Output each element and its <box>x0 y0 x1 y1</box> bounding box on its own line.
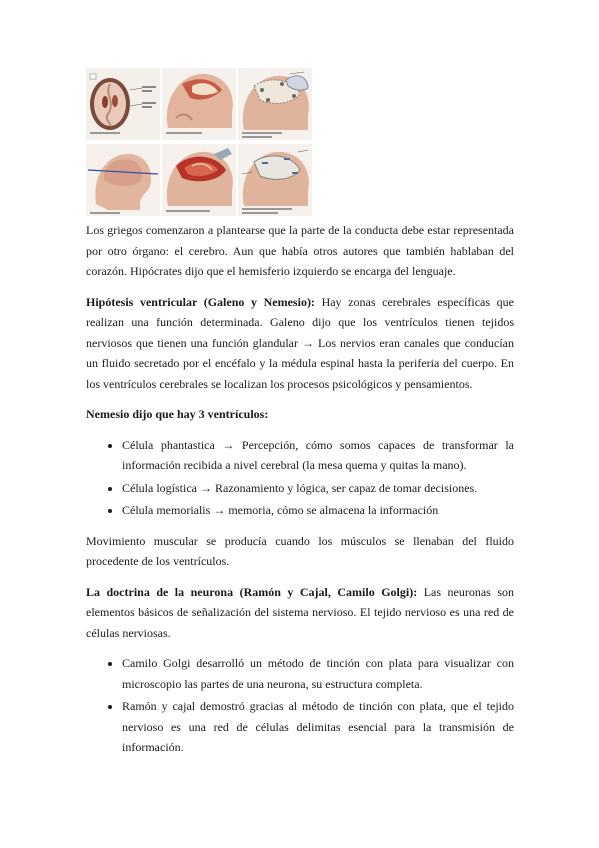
bone-flap-image <box>238 68 312 140</box>
paragraph-greeks: Los griegos comenzaron a plantearse que la parte de la conducta debe estar representada por otro órgano: el cerebro. Aun que había otros autores que también hablaban del corazón. Hipócrates dijo que el hemisferio izquierdo se encarga del lenguaje. <box>86 223 514 278</box>
list-item-phantastica: • Célula phantastica → Percepción, cómo somos capaces de transformar la información recibida a nivel cerebral (la mesa quema y quitas la mano). <box>122 435 514 476</box>
paragraph-neuron-doctrine <box>86 582 514 644</box>
ventricles-list <box>86 435 514 521</box>
heading-nemesio-ventricles: Nemesio dijo que hay 3 ventrículos: <box>86 407 269 421</box>
scalp-incision-image <box>162 68 236 140</box>
heading-neuron-doctrine: La doctrina de la neurona (Ramón y Cajal, Camilo Golgi): <box>86 584 418 599</box>
ventricular-hypothesis-text: Hay zonas cerebrales específicas que realizan una función determinada. Galeno dijo que los ventrículos tienen tejidos nerviosos que tienen una función glandular → Los nervios eran canales que conducían un fluido secretado por el encéfalo y la médula espinal hasta la periferia del cuerpo. En los ventrículos cerebrales se localizan los procesos psicológicos y pensamientos. <box>86 294 514 391</box>
neuron-doctrine-list <box>86 653 514 758</box>
list-item-memorialis: • Célula memorialis → memoria, cómo se almacena la información <box>122 500 514 521</box>
document-body <box>86 220 514 768</box>
brain-cross-section-image <box>86 68 160 140</box>
heading-ventricular-hypothesis: Hipótesis ventricular (Galeno y Nemesio): <box>86 294 315 309</box>
paragraph-muscle-movement: Movimiento muscular se producía cuando los músculos se llenaban del fluido procedente de los ventrículos. <box>86 533 514 568</box>
lateral-head-image <box>86 144 160 216</box>
list-item-golgi: • Camilo Golgi desarrolló un método de tinción con plata para visualizar con microscopio las partes de una neurona, su estructura completa. <box>122 653 514 694</box>
neuron-doctrine-text: Las neuronas son elementos básicos de señalización del sistema nervioso. El tejido nervioso es una red de células nerviosas. <box>86 584 514 640</box>
hematoma-evacuation-image <box>162 144 236 216</box>
list-item-logistica: • Célula logística → Razonamiento y lógica, ser capaz de tomar decisiones. <box>122 478 514 499</box>
skull-flap-replaced-image <box>238 144 312 216</box>
list-item-ramon-y-cajal: • Ramón y cajal demostró gracias al método de tinción con plata, que el tejido nervioso es una red de células delimitas esencial para la transmisión de información. <box>122 696 514 758</box>
paragraph-ventricular-hypothesis <box>86 292 514 395</box>
surgery-illustration <box>86 68 312 218</box>
